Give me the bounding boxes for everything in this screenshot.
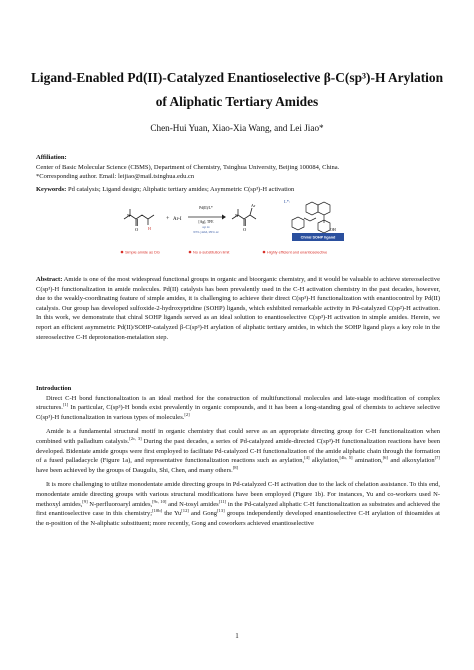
condition-additive: [Ag], TFE <box>198 220 214 224</box>
text-span: Amide is a fundamental structural motif in organic chemistry that could serve as an appropriate directing group for C-H functionalization when combined with palladium catalysis. <box>36 428 440 445</box>
keywords-label: Keywords: <box>36 186 67 193</box>
reaction-arrow <box>188 215 226 220</box>
ligand-structure <box>292 202 330 233</box>
introduction-heading: Introduction <box>36 385 72 392</box>
title-line-2: of Aliphatic Tertiary Amides <box>155 94 319 109</box>
citation-ref[interactable]: [4] <box>304 455 310 460</box>
citation-ref[interactable]: [9c, 10] <box>152 498 167 504</box>
affiliation-block <box>36 153 440 182</box>
text-span: amination, <box>352 457 383 465</box>
citation-ref[interactable]: [2] <box>184 411 190 417</box>
condition-catalyst: Pd(II)/L* <box>199 206 213 210</box>
keywords-text: Pd catalysis; Ligand design; Aliphatic tertiary amides; Asymmetric C(sp³)-H activation <box>67 186 295 193</box>
graphical-abstract <box>118 197 358 261</box>
citation-ref[interactable]: [6] <box>382 455 388 460</box>
abstract-label: Abstract: <box>36 276 63 283</box>
title-line-1: Ligand-Enabled Pd(II)-Catalyzed Enantioselective β-C(sp³)-H Arylation <box>30 70 444 85</box>
bullet-no-substitution: No α-substitution limit <box>193 250 230 255</box>
ligand-label: L*: <box>284 199 291 204</box>
substrate-n-label: N <box>127 213 131 218</box>
page-number: 1 <box>235 632 239 640</box>
aryl-iodide: Ar-I <box>173 217 182 222</box>
product-o-label: O <box>243 227 247 232</box>
text-span: Direct C-H bond functionalization is an ideal method for the construction of multifunctional molecules and late-stage modification of complex structures. <box>36 394 440 412</box>
text-span: N-perfluoroaryl amides, <box>87 500 153 508</box>
author-list: Chen-Hui Yuan, Xiao-Xia Wang, and Lei Jiao* <box>150 123 324 133</box>
affiliation-heading: Affiliation: <box>36 154 67 161</box>
substrate-h-label: H <box>148 226 151 231</box>
introduction-section <box>36 384 440 528</box>
text-span: in the Pd-catalyzed aliphatic C-H functionalization as substrates and achieved the first enantioselective case in this chemistry; <box>36 500 441 518</box>
text-span: the Yu <box>162 510 182 518</box>
citation-ref[interactable]: [12] <box>181 507 189 513</box>
citation-ref[interactable]: [13] <box>217 507 225 513</box>
citation-ref[interactable]: [8] <box>232 464 239 470</box>
keywords-block <box>36 185 440 195</box>
bullet-highly-efficient: Highly efficient and enantioselective <box>267 250 328 255</box>
text-span: alkylation, <box>309 457 340 465</box>
citation-ref[interactable]: [4b, 5] <box>339 455 353 460</box>
text-span: and N-tosyl amides <box>166 500 219 508</box>
text-span: It is more challenging to utilize monodentate amide directing groups in Pd-catalyzed C-H activation due to the lack of chelation assistance. To this end, monodentate amide directing groups with various structural modifications have been employed (Figure 1b). For instances, Yu and co-workers used N-methoxyl amides, <box>36 481 440 508</box>
abstract-text: Amide is one of the most widespread functional groups in organic and bioorganic chemistry, and it would be valuable to achieve stereoselective C(sp³)-H functionalization in amide molecules. Pd(II) catalysis has been prevalently used in the C-H activation chemistry in the past decades, however, due to the weakly-coordinating feature of simple amides, it is challenging to achieve their direct C(sp³)-H functionalization with enantiocontrol by Pd(II) catalysis. Our group has developed sulfoxide-2-hydroxypridine (SOHP) ligands, which exhibited remarkable activity in Pd-catalyzed C(sp²)-H activation. In this work, we demonstrate that chiral SOHP ligands served as an ideal solution to enantioselective C(sp³)-H activation in simple amides. Herein, we report an efficient asymmetric Pd(II)/SOHP-catalyzed β-C(sp³)-H arylation of aliphatic tertiary amides, in which the SOHP ligand plays a key role in the stereoselective C-H deprotonation-metalation step. <box>36 276 440 341</box>
condition-upto: up to <box>202 225 210 229</box>
text-span: and Gong <box>188 510 218 518</box>
corresponding-author: *Corresponding author. Email: leijiao@mail.tsinghua.edu.cn <box>36 173 195 181</box>
condition-yield: 93% yield, 99% ee <box>193 230 219 234</box>
text-span: and alkoxylation <box>387 457 435 465</box>
citation-ref[interactable]: [9] <box>82 498 88 504</box>
affiliation-line: Center of Basic Molecular Science (CBMS), Department of Chemistry, Tsinghua University, Beijing 100084, China. <box>36 163 340 171</box>
intro-paragraph-2 <box>36 427 440 475</box>
bullet-dot-3 <box>263 251 266 254</box>
citation-ref[interactable]: [11] <box>218 498 227 504</box>
product-n-label: N <box>235 213 239 218</box>
intro-paragraph-3 <box>36 480 440 528</box>
product-ar-label: Ar <box>251 203 256 208</box>
bullet-dot-1 <box>121 251 124 254</box>
bullet-dot-2 <box>189 251 192 254</box>
ligand-name: Chiral SOHP ligand <box>300 235 336 240</box>
text-span: groups independently developed enantioselective C-H arylation of thioamides at the α-position of the N-aliphatic substituent; more recently, Gong and coworkers achieved enantioselective <box>36 510 440 527</box>
substrate-o-label: O <box>135 227 139 232</box>
citation-ref[interactable]: [7] <box>434 455 441 460</box>
paper-title <box>20 66 454 114</box>
abstract-block <box>36 275 440 342</box>
plus-sign: + <box>166 216 170 222</box>
ligand-oh-label: OH <box>330 227 336 232</box>
citation-ref[interactable]: [1] <box>62 402 69 408</box>
text-span: During the past decades, a series of Pd-catalyzed amide-directed C(sp³)-H functionalization reactions have been developed. Bidentate amide groups were first employed to facilitate Pd-catalyzed C-H functionalization of the amide aliphatic chain through the formation of a fused palladacycle (Figure 1a), and representative functionalization reactions such as arylation, <box>36 437 440 465</box>
citation-ref[interactable]: [2c, 3] <box>129 435 142 441</box>
bullet-simple-amide: Simple amide as DG <box>125 250 160 255</box>
intro-paragraph-1 <box>36 394 440 423</box>
text-span: have been achieved by the groups of Daugulis, Shi, Chen, and many others. <box>36 466 233 474</box>
text-span: In particular, C(sp³)-H bonds exist prevalently in organic compounds, and it has been a long-standing goal of chemists to achieve selective C(sp³)-H functionalization in various types of molecules. <box>36 404 440 421</box>
citation-ref[interactable]: [10b] <box>152 507 163 513</box>
